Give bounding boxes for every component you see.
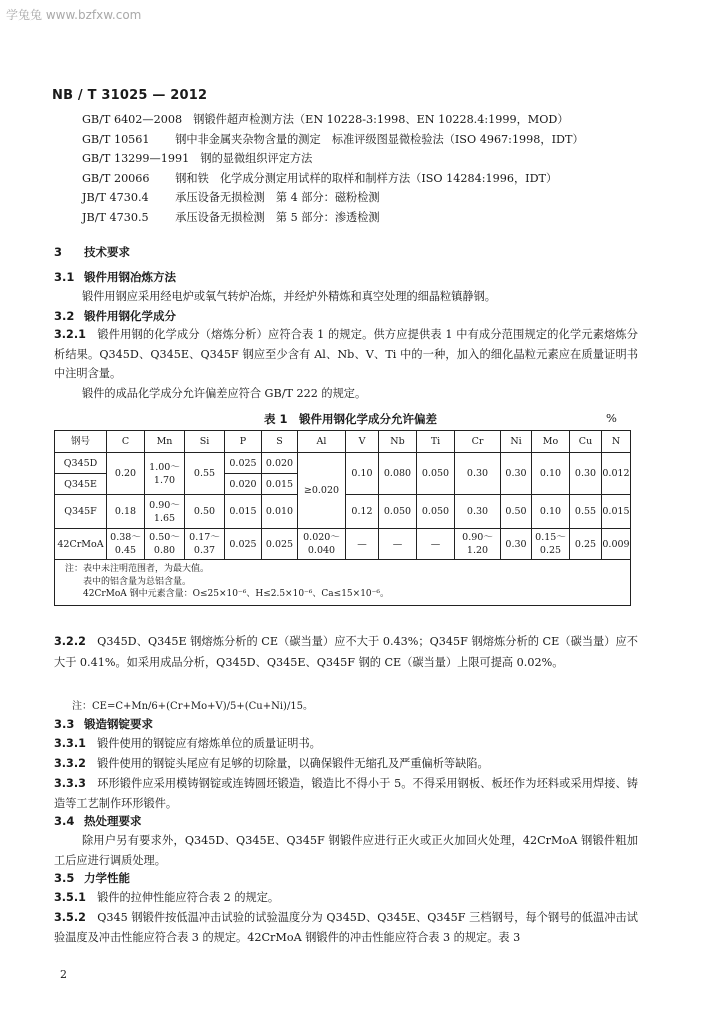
reference-code: GB/T 13299—1991	[82, 152, 190, 165]
reference-code: GB/T 10561	[82, 132, 150, 146]
section-title: 力学性能	[84, 871, 130, 885]
section-title: 锻件用钢冶炼方法	[84, 270, 176, 284]
value-cell: 0.30	[455, 495, 501, 529]
section-3-3-2-body	[54, 754, 638, 774]
header-cell: Ni	[501, 431, 532, 453]
header-cell: Si	[185, 431, 225, 453]
value-cell: —	[346, 529, 379, 560]
value-cell: 0.12	[346, 495, 379, 529]
value-cell: 0.050	[417, 453, 455, 495]
clause-text: 锻件用钢的化学成分（熔炼分析）应符合表 1 的规定。供方应提供表 1 中有成分范围规定的化学元素熔炼分析结果。Q345D、Q345E、Q345F 钢应至少含有 Al、Nb、V、Ti 中的一种，加入的细化晶粒元素应在质量证明书中注明含量。	[54, 328, 638, 380]
section-number: 3	[54, 245, 63, 259]
reference-title: 钢中非金属夹杂物含量的测定 标准评级图显微检验法（ISO 4967:1998，IDT）	[175, 132, 584, 146]
clause-number: 3.5.2	[54, 911, 86, 924]
value-cell: 0.55	[185, 453, 225, 495]
clause-text: Q345 钢锻件按低温冲击试验的试验温度分为 Q345D、Q345E、Q345F 三档钢号，每个钢号的低温冲击试验温度及冲击性能应符合表 3 的规定。42CrMoA 钢锻件的冲击性能应符合表 3 的规定。表 3	[54, 911, 638, 944]
section-title: 锻件用钢化学成分	[84, 309, 176, 323]
reference-code: GB/T 6402—2008	[82, 113, 183, 126]
header-cell: S	[262, 431, 298, 453]
value-cell: 0.55	[570, 495, 602, 529]
section-number: 3.5	[54, 871, 75, 885]
reference-title: 承压设备无损检测 第 4 部分：磁粉检测	[175, 191, 380, 204]
standard-header: NB / T 31025 — 2012	[52, 88, 208, 103]
table-1-caption: 表 1 锻件用钢化学成分允许偏差	[263, 412, 437, 426]
header-cell: Cu	[570, 431, 602, 453]
section-3-4-heading	[54, 813, 142, 829]
table-row	[55, 453, 631, 474]
value-cell: ≥0.020	[298, 453, 346, 529]
section-3-3-3-body	[54, 774, 638, 813]
watermark: 学兔兔 www.bzfxw.com	[6, 8, 142, 22]
section-title: 热处理要求	[84, 814, 142, 828]
reference-item	[82, 130, 584, 150]
value-cell: 0.020	[225, 474, 262, 495]
value-cell: 0.25	[570, 529, 602, 560]
value-cell: 0.50～0.80	[145, 529, 185, 560]
clause-text: 环形锻件应采用模铸钢锭或连铸圆坯锻造，锻造比不得小于 5。不得采用钢板、板坯作为坯料或采用焊接、铸造等工艺制作环形锻件。	[54, 777, 638, 810]
normative-references	[82, 110, 584, 227]
header-cell: Al	[298, 431, 346, 453]
reference-item	[82, 169, 584, 189]
value-cell: 0.025	[225, 529, 262, 560]
value-cell: 0.30	[501, 529, 532, 560]
header-cell: Mo	[532, 431, 570, 453]
value-cell: 0.020	[262, 453, 298, 474]
value-cell: 0.10	[346, 453, 379, 495]
table-notes	[55, 560, 631, 606]
clause-number: 3.3.3	[54, 777, 86, 790]
reference-item	[82, 149, 584, 169]
clause-number: 3.2.2	[54, 635, 86, 648]
value-cell: 0.015	[602, 495, 631, 529]
clause-number: 3.2.1	[54, 328, 86, 341]
value-cell: 0.10	[532, 495, 570, 529]
value-cell: 0.015	[225, 495, 262, 529]
header-cell: V	[346, 431, 379, 453]
table-note: 注：表中未注明范围者，为最大值。	[65, 564, 210, 574]
section-number: 3.1	[54, 270, 75, 284]
value-cell: 0.025	[225, 453, 262, 474]
section-3-3-1-body	[54, 734, 638, 754]
reference-code: GB/T 20066	[82, 171, 150, 185]
header-cell: Ti	[417, 431, 455, 453]
header-cell: Mn	[145, 431, 185, 453]
table-1-unit: %	[606, 411, 617, 425]
page-number: 2	[60, 968, 67, 981]
table-1-chemical-composition	[54, 430, 631, 606]
section-3-2-1-body	[54, 325, 638, 384]
value-cell: 0.010	[262, 495, 298, 529]
section-3-1-body: 锻件用钢应采用经电炉或氧气转炉冶炼，并经炉外精炼和真空处理的细晶粒镇静钢。	[82, 290, 496, 303]
value-cell: 0.015	[262, 474, 298, 495]
section-3-5-1-body	[54, 888, 638, 908]
value-cell: 0.17～0.37	[185, 529, 225, 560]
grade-cell: 42CrMoA	[55, 529, 107, 560]
grade-cell: Q345E	[55, 474, 107, 495]
reference-item	[82, 110, 584, 130]
value-cell: 0.020～0.040	[298, 529, 346, 560]
value-cell: 0.080	[379, 453, 417, 495]
section-3-1-heading	[54, 269, 176, 285]
table-row	[55, 529, 631, 560]
value-cell: 0.20	[107, 453, 145, 495]
clause-text: 锻件使用的钢锭应有熔炼单位的质量证明书。	[97, 737, 321, 750]
section-title: 锻造钢锭要求	[84, 717, 153, 731]
value-cell: —	[417, 529, 455, 560]
value-cell: 0.90～1.20	[455, 529, 501, 560]
value-cell: 0.18	[107, 495, 145, 529]
header-cell: P	[225, 431, 262, 453]
header-cell: Nb	[379, 431, 417, 453]
value-cell: 0.10	[532, 453, 570, 495]
section-number: 3.4	[54, 814, 75, 828]
value-cell: 0.30	[570, 453, 602, 495]
value-cell: 0.30	[455, 453, 501, 495]
table-notes-row	[55, 560, 631, 606]
table-note: 42CrMoA 钢中元素含量：O≤25×10⁻⁶、H≤2.5×10⁻⁶、Ca≤15×10⁻⁶。	[65, 589, 390, 599]
reference-item	[82, 208, 584, 228]
section-3-5-2-body	[54, 908, 638, 947]
section-3-3-heading	[54, 716, 153, 732]
table-note: 表中的铝含量为总铝含量。	[65, 576, 192, 587]
value-cell: 0.30	[501, 453, 532, 495]
value-cell: 0.050	[379, 495, 417, 529]
grade-cell: Q345D	[55, 453, 107, 474]
reference-title: 钢锻件超声检测方法（EN 10228-3:1998、EN 10228.4:1999，MOD）	[193, 113, 569, 126]
header-cell: C	[107, 431, 145, 453]
section-number: 3.2	[54, 309, 75, 323]
value-cell: 0.90～1.65	[145, 495, 185, 529]
grade-cell: Q345F	[55, 495, 107, 529]
section-3-heading	[54, 244, 130, 260]
clause-text: 锻件的拉伸性能应符合表 2 的规定。	[97, 891, 280, 904]
header-cell: Cr	[455, 431, 501, 453]
section-3-2-heading	[54, 308, 176, 324]
clause-text: Q345D、Q345E 钢熔炼分析的 CE（碳当量）应不大于 0.43%；Q345F 钢熔炼分析的 CE（碳当量）应不大于 0.41%。如采用成品分析，Q345D、Q345E、Q345F 钢的 CE（碳当量）上限可提高 0.02%。	[54, 635, 638, 669]
reference-title: 承压设备无损检测 第 5 部分：渗透检测	[175, 210, 380, 224]
section-3-4-body: 除用户另有要求外，Q345D、Q345E、Q345F 钢锻件应进行正火或正火加回火处理，42CrMoA 钢锻件粗加工后应进行调质处理。	[54, 834, 638, 867]
value-cell: 0.50	[185, 495, 225, 529]
header-cell: 钢号	[55, 431, 107, 453]
value-cell: 0.15～0.25	[532, 529, 570, 560]
reference-code: JB/T 4730.4	[82, 191, 149, 204]
clause-number: 3.3.2	[54, 757, 86, 770]
reference-item	[82, 188, 584, 208]
value-cell: 0.38～0.45	[107, 529, 145, 560]
value-cell: —	[379, 529, 417, 560]
section-3-2-2-body	[54, 631, 638, 673]
ce-formula-note: 注：CE=C+Mn/6+(Cr+Mo+V)/5+(Cu+Ni)/15。	[72, 701, 314, 712]
section-3-5-heading	[54, 870, 130, 886]
clause-text: 锻件使用的钢锭头尾应有足够的切除量，以确保锻件无缩孔及严重偏析等缺陷。	[97, 757, 489, 770]
clause-number: 3.3.1	[54, 737, 86, 750]
value-cell: 0.012	[602, 453, 631, 495]
reference-code: JB/T 4730.5	[82, 210, 149, 224]
value-cell: 0.050	[417, 495, 455, 529]
section-title: 技术要求	[84, 245, 130, 259]
value-cell: 0.50	[501, 495, 532, 529]
reference-title: 钢和铁 化学成分测定用试样的取样和制样方法（ISO 14284:1996，IDT）	[175, 171, 558, 185]
section-number: 3.3	[54, 717, 75, 731]
header-cell: N	[602, 431, 631, 453]
section-3-2-1-body-2: 锻件的成品化学成分允许偏差应符合 GB/T 222 的规定。	[82, 387, 367, 400]
value-cell: 0.009	[602, 529, 631, 560]
clause-number: 3.5.1	[54, 891, 86, 904]
value-cell: 1.00～1.70	[145, 453, 185, 495]
table-header-row	[55, 431, 631, 453]
reference-title: 钢的显微组织评定方法	[200, 152, 313, 165]
value-cell: 0.025	[262, 529, 298, 560]
